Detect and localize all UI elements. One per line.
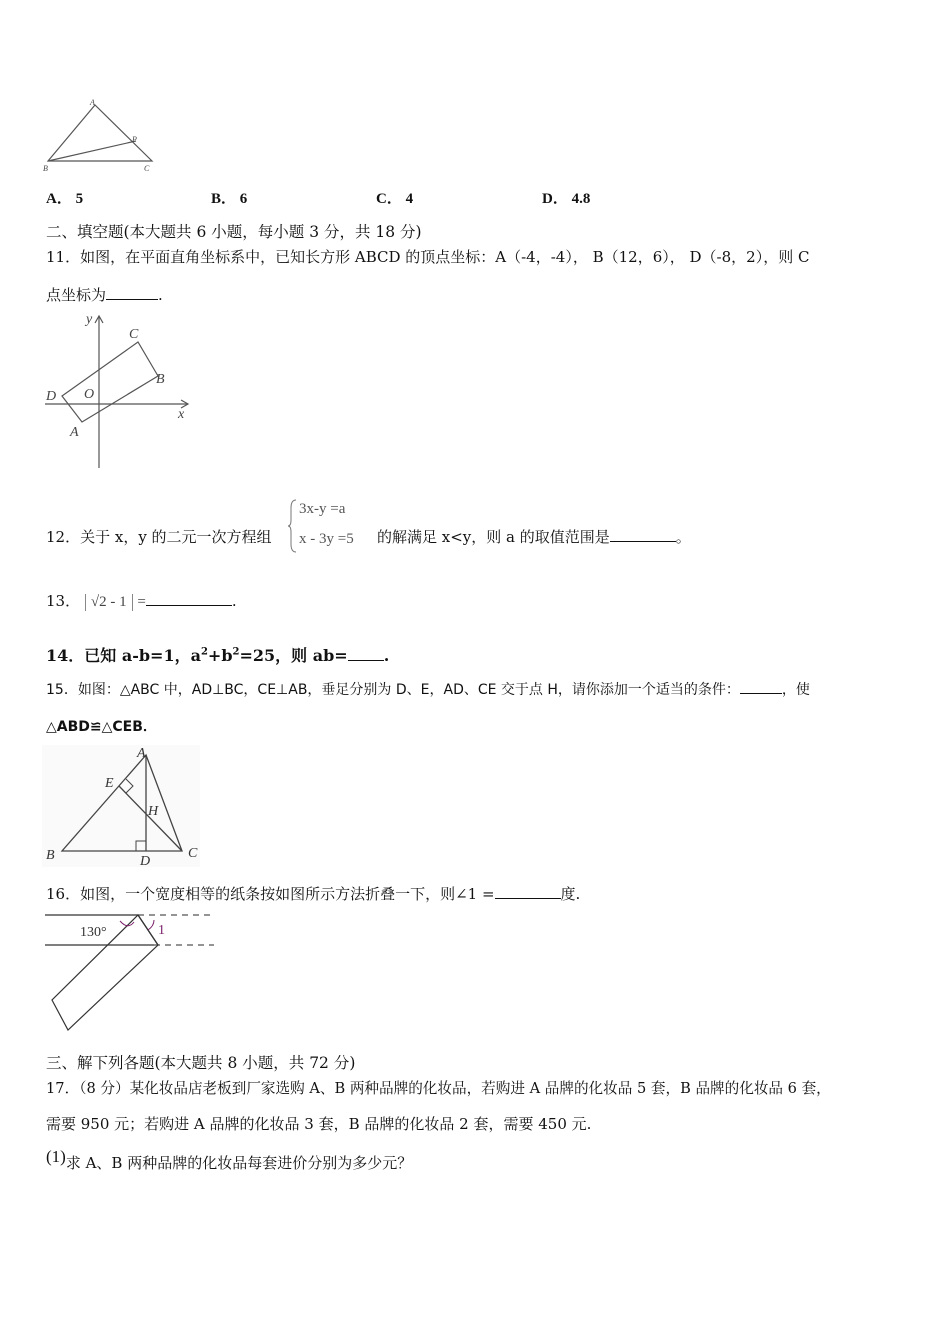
q17-sub1 — [46, 1147, 413, 1173]
q12-post: 的解满足 x<y，则 a 的取值范围是 — [377, 528, 610, 546]
label-o: O — [84, 387, 95, 402]
q14-mid: +b — [207, 646, 233, 665]
label-b: B — [43, 164, 48, 173]
q13-equals: = — [137, 594, 146, 610]
q12-lead: 12．关于 x，y 的二元一次方程组 — [46, 528, 272, 546]
option-c[interactable] — [376, 187, 413, 208]
q14-pre: 14．已知 a-b=1，a — [46, 646, 201, 665]
angle-arc-1 — [148, 920, 154, 930]
q15-blank[interactable] — [740, 679, 782, 694]
q16-post: 度. — [560, 885, 581, 903]
q11-line2 — [46, 284, 163, 305]
q15-figure — [42, 745, 202, 870]
segment-bp — [48, 141, 136, 161]
q13-number: 13． — [46, 592, 81, 610]
q15-line2: △ABD≌△CEB． — [46, 719, 157, 735]
label-e: E — [105, 776, 114, 791]
label-d: D — [46, 389, 57, 404]
q15-line1 — [46, 679, 810, 699]
q17-line2: 需要 950 元；若购进 A 品牌的化妆品 3 套，B 品牌的化妆品 2 套，需要 450 元. — [46, 1115, 592, 1133]
option-letter: D． — [542, 191, 568, 207]
q12-eq2: x - 3y =5 — [299, 531, 354, 547]
q17-line1: 17．（8 分）某化妆品店老板到厂家选购 A、B 两种品牌的化妆品，若购进 A 品牌的化妆品 5 套，B 品牌的化妆品 6 套， — [46, 1080, 831, 1097]
section3-title: 三、解下列各题(本大题共 8 小题，共 72 分) — [46, 1054, 356, 1072]
q12-brace — [288, 498, 298, 554]
q10-figure — [40, 95, 160, 180]
section2-title: 二、填空题(本大题共 6 小题，每小题 3 分，共 18 分) — [46, 223, 422, 241]
label-a: A — [90, 98, 95, 107]
q13-abs-expression: √2 - 1 — [85, 594, 133, 611]
label-c: C — [188, 846, 198, 861]
label-a: A — [70, 425, 79, 440]
q11-blank[interactable] — [106, 285, 158, 300]
label-y: y — [86, 312, 93, 327]
option-d[interactable] — [542, 187, 590, 208]
q16-line — [46, 883, 580, 904]
angle-label-1: 1 — [158, 923, 165, 938]
q11-line1: 11．如图，在平面直角坐标系中，已知长方形 ABCD 的顶点坐标：A（-4，-4）， B（12，6）， D（-8，2），则 C — [46, 248, 810, 266]
angle-label-130: 130° — [80, 925, 107, 940]
option-value: 6 — [239, 191, 248, 207]
option-b[interactable] — [211, 187, 247, 208]
label-p: P — [132, 135, 137, 144]
label-a: A — [137, 746, 146, 761]
figure-background — [42, 745, 200, 867]
q17-sub1-number: (1) — [46, 1147, 66, 1166]
label-c: C — [144, 164, 150, 173]
q14-end: . — [383, 646, 390, 665]
label-h: H — [148, 804, 159, 819]
q13-blank[interactable] — [146, 591, 232, 606]
option-value: 5 — [75, 191, 84, 207]
q14-sup1: 2 — [200, 646, 208, 658]
label-b: B — [46, 848, 55, 863]
q12-eq1: 3x-y =a — [299, 501, 346, 517]
option-letter: B． — [211, 191, 237, 207]
rectangle-abcd — [62, 342, 158, 422]
q13-end: . — [231, 592, 237, 610]
label-d: D — [140, 854, 151, 869]
label-x: x — [178, 407, 185, 422]
q11-line2-post: . — [158, 286, 163, 304]
q14-sup2: 2 — [232, 646, 240, 658]
option-a[interactable] — [46, 187, 83, 208]
q14-blank[interactable] — [348, 646, 384, 661]
q11-figure — [40, 310, 200, 475]
q14-line — [46, 643, 389, 666]
q12-tail — [377, 526, 691, 547]
q15-line1-pre: 15．如图：△ABC 中，AD⊥BC，CE⊥AB，垂足分别为 D、E，AD、CE 交于点 H，请你添加一个适当的条件： — [46, 682, 740, 698]
option-letter: C． — [376, 191, 402, 207]
brace-icon — [288, 500, 296, 552]
q16-blank[interactable] — [495, 884, 561, 899]
q11-line2-pre: 点坐标为 — [46, 286, 107, 304]
label-c: C — [129, 327, 139, 342]
q14-post: =25，则 ab= — [239, 646, 348, 665]
q16-figure — [42, 908, 222, 1033]
option-letter: A． — [46, 191, 72, 207]
q15-line1-post: ，使 — [781, 682, 810, 698]
option-value: 4 — [405, 191, 414, 207]
q13-line — [46, 590, 237, 611]
triangle-abc — [48, 105, 152, 161]
label-b: B — [156, 372, 165, 387]
q17-sub1-text: 求 A、B 两种品牌的化妆品每套进价分别为多少元？ — [65, 1154, 413, 1172]
q12-end: 。 — [675, 528, 691, 546]
q12-blank[interactable] — [610, 527, 676, 542]
q16-pre: 16．如图，一个宽度相等的纸条按如图所示方法折叠一下，则∠1 = — [46, 885, 495, 903]
option-value: 4.8 — [571, 191, 591, 207]
